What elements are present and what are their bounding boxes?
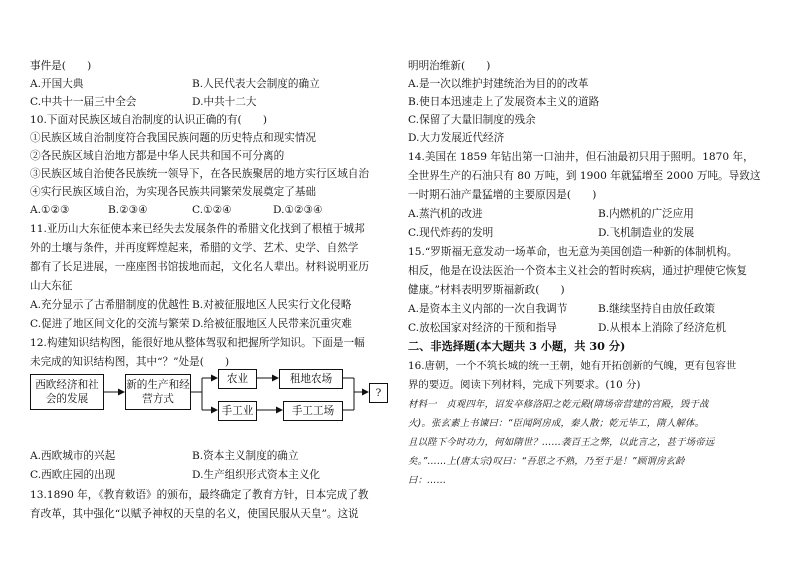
q15-option-c[interactable]: C.放松国家对经济的干预和指导	[408, 322, 557, 334]
q11-options-row1	[30, 298, 390, 313]
q11-line-2: 外的土壤与条件，并再度辉煌起来，希腊的文学、艺术、史学、自然学	[30, 242, 359, 254]
q12-line-2: 未完成的知识结构图，其中“？”处是( )	[30, 356, 230, 368]
q15-option-d[interactable]: D.从根本上消除了经济危机	[598, 322, 727, 334]
q16-line-2: 界的要迈。阅读下列材料，完成下列要求。(10 分)	[408, 379, 641, 391]
q9-option-b[interactable]: B.人民代表大会制度的确立	[192, 78, 320, 90]
q13-option-d[interactable]: D.大力发展近代经济	[408, 132, 505, 144]
q14-line-1: 14.美国在 1859 年钻出第一口油井，但石油最初只用于照明。1870 年，	[408, 151, 754, 163]
q12-options-row1	[30, 449, 390, 464]
q15-line-2: 相反，他是在设法医治一个资本主义社会的暂时疾病，通过护理使它恢复	[408, 265, 747, 277]
box-handicraft: 手工业	[218, 401, 257, 421]
q9-options-row1	[30, 77, 390, 92]
box-new-production: 新的生产和经营方式	[125, 374, 191, 410]
q13-option-a[interactable]: A.是一次以维护封建统治为目的的改革	[408, 78, 589, 90]
q9-options-row2	[30, 95, 390, 110]
box-tenant-farm: 租地农场	[279, 369, 343, 389]
q14-option-c[interactable]: C.现代炸药的发明	[408, 227, 494, 239]
q13-tail: 明明治维新( )	[408, 60, 491, 72]
q15-option-a[interactable]: A.是资本主义内部的一次自我调节	[408, 303, 568, 315]
quote-line-4: 矣。”……上(唐太宗)叹曰：“吾思之不熟，乃至于是！”顾谓房玄龄	[408, 456, 685, 467]
quote-line-1: 材料一 贞观四年，诏发卒修洛阳之乾元殿(隋场帝营建的宫殿，毁于战	[408, 399, 709, 410]
q10-item-4: ④实行民族区域自治，为实现各民族共同繁荣发展奠定了基础	[30, 186, 317, 198]
q10-stem: 10.下面对民族区域自治制度的认识正确的有( )	[30, 114, 267, 126]
box-unknown: ?	[369, 383, 388, 403]
box-agriculture: 农业	[218, 369, 257, 389]
q10-option-d[interactable]: D.①②③④	[273, 204, 323, 216]
q15-options-row1	[408, 302, 780, 317]
q9-option-c[interactable]: C.中共十一届三中全会	[30, 96, 137, 108]
q10-option-a[interactable]: A.①②③	[30, 204, 70, 216]
box-workshop: 手工工场	[283, 401, 343, 421]
q14-options-row1	[408, 207, 780, 222]
q13-option-b[interactable]: B.使日本迅速走上了发展资本主义的道路	[408, 96, 600, 108]
q15-option-b[interactable]: B.继续坚持自由放任政策	[598, 303, 716, 315]
q12-line-1: 12.构建知识结构图，能很好地从整体驾驭和把握所学知识。下面是一幅	[30, 337, 365, 349]
q11-option-a[interactable]: A.充分显示了古希腊制度的优越性	[30, 299, 190, 311]
q11-options-row2	[30, 317, 390, 332]
q14-option-a[interactable]: A.蒸汽机的改进	[408, 208, 483, 220]
q15-options-row2	[408, 321, 780, 336]
q16-line-1: 16.唐朝，一个不筑长城的统一王朝，她有开拓创新的气魄，更有包容世	[408, 360, 737, 372]
q9-tail: 事件是( )	[30, 60, 92, 72]
q11-line-1: 11.亚历山大东征使本来已经失去发展条件的希腊文化找到了根植于城邦	[30, 223, 365, 235]
knowledge-structure-diagram	[30, 347, 390, 443]
q10-option-c[interactable]: C.①②④	[192, 204, 232, 216]
quote-line-5: 曰：……	[408, 475, 447, 486]
section-2-heading: 二、非选择题(本大题共 3 小题，共 30 分)	[408, 339, 626, 353]
q15-line-1: 15.“罗斯福无意发动一场革命，也无意为美国创造一种新的体制机构。	[408, 246, 738, 258]
q14-options-row2	[408, 226, 780, 241]
q10-option-b[interactable]: B.②③④	[108, 204, 148, 216]
q11-option-c[interactable]: C.促进了地区间文化的交流与繁荣	[30, 318, 190, 330]
quote-line-2: 火)。张玄素上书谏曰：“臣闻阿房成，秦人散；乾元毕工，隋人解体。	[408, 418, 705, 429]
q14-line-3: 一时期石油产量猛增的主要原因是( )	[408, 189, 597, 201]
q9-option-a[interactable]: A.开国大典	[30, 78, 84, 90]
q12-option-c[interactable]: C.西欧庄园的出现	[30, 469, 116, 481]
quote-line-3: 且以陛下今时功力，何如隋世？……袭百王之弊，以此言之，甚于场帝远	[408, 437, 715, 448]
q11-line-3: 都有了长足进展，一座座图书馆拔地而起，文化名人辈出。材料说明亚历	[30, 261, 369, 273]
q10-item-3: ③民族区域自治使各民族统一领导下，在各民族聚居的地方实行区域自治	[30, 168, 369, 180]
box-west-europe-economy: 西欧经济和社会的发展	[30, 374, 104, 410]
q12-options-row2	[30, 468, 390, 483]
q12-option-d[interactable]: D.生产组织形式资本主义化	[192, 469, 321, 481]
q11-option-d[interactable]: D.给被征服地区人民带来沉重灾难	[192, 318, 352, 330]
q13-option-c[interactable]: C.保留了大量旧制度的残余	[408, 114, 536, 126]
q14-line-2: 全世界生产的石油只有 80 万吨，到 1900 年就猛增至 2000 万吨。导致这	[408, 170, 761, 182]
q13-line-1: 13.1890 年，《教育敕语》的颁布，最终确定了教育方针，日本完成了教	[30, 489, 369, 501]
q13-line-2: 育改革，其中强化“以赋予神权的天皇的名义，使国民服从天皇”。这说	[30, 508, 359, 520]
q11-line-4: 山大东征	[30, 280, 73, 292]
q15-line-3: 健康。”材料表明罗斯福新政( )	[408, 284, 565, 296]
q12-option-a[interactable]: A.西欧城市的兴起	[30, 450, 116, 462]
q14-option-d[interactable]: D.飞机制造业的发展	[598, 227, 695, 239]
q14-option-b[interactable]: B.内燃机的广泛应用	[598, 208, 694, 220]
q10-item-1: ①民族区域自治制度符合我国民族问题的历史特点和现实情况	[30, 132, 317, 144]
q11-option-b[interactable]: B.对被征服地区人民实行文化侵略	[192, 299, 352, 311]
q12-option-b[interactable]: B.资本主义制度的确立	[192, 450, 299, 462]
q9-option-d[interactable]: D.中共十二大	[192, 96, 257, 108]
q10-item-2: ②各民族区域自治地方都是中华人民共和国不可分离的	[30, 150, 285, 162]
